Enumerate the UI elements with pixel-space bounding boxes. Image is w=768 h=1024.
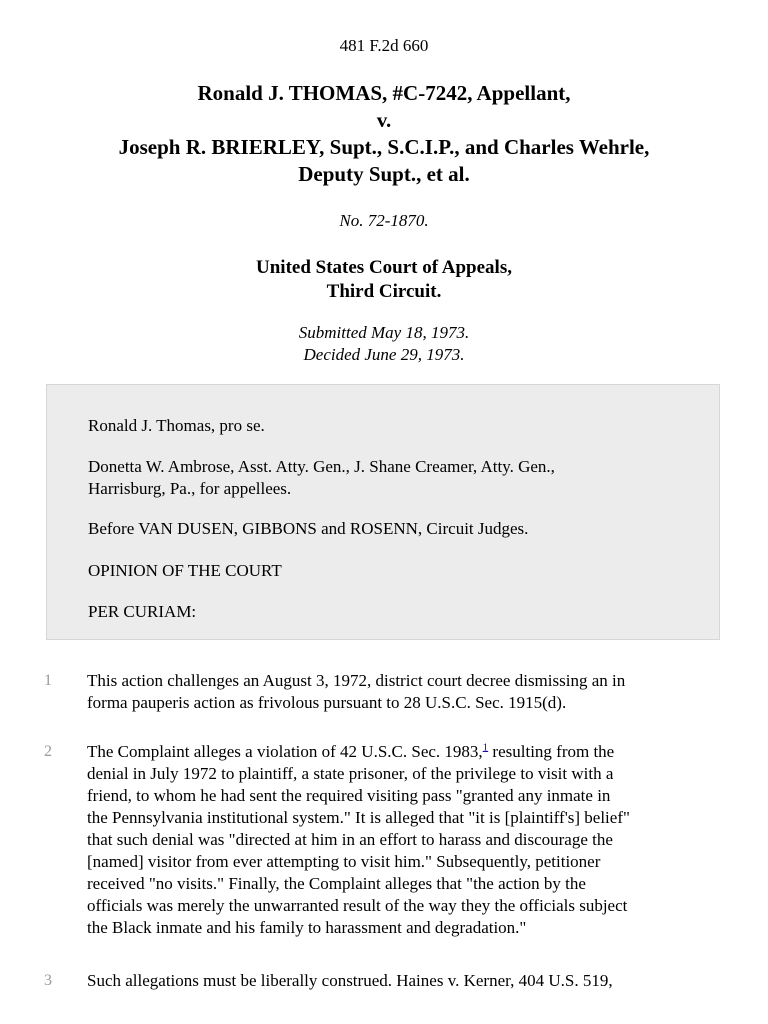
docket-number: No. 72-1870. — [339, 211, 429, 230]
case-dates — [0, 322, 768, 366]
paragraph-number: 1 — [44, 672, 52, 689]
paragraph-number: 2 — [44, 743, 52, 760]
paragraph-text — [87, 670, 727, 714]
counsel-appellees — [88, 456, 688, 500]
paragraph-line: the Black inmate and his family to harassment and degradation." — [87, 918, 527, 937]
paragraph-text — [87, 970, 727, 992]
paragraph-line: Such allegations must be liberally construed. Haines v. Kerner, 404 U.S. 519, — [87, 971, 613, 990]
paragraph-line: officials was merely the unwarranted result of the way they the officials subject — [87, 896, 628, 915]
paragraph-line: friend, to whom he had sent the required visiting pass "granted any inmate in — [87, 786, 611, 805]
paragraph-line-end: resulting from the — [488, 742, 615, 761]
counsel-appellees-line1: Donetta W. Ambrose, Asst. Atty. Gen., J. Shane Creamer, Atty. Gen., — [88, 457, 555, 476]
case-citation: 481 F.2d 660 — [339, 36, 429, 55]
court-name — [0, 256, 768, 304]
paragraph-line: the Pennsylvania institutional system." It is alleged that "it is [plaintiff's] belief" — [87, 808, 630, 827]
panel-judges: Before VAN DUSEN, GIBBONS and ROSENN, Circuit Judges. — [88, 519, 529, 538]
counsel-appellant: Ronald J. Thomas, pro se. — [88, 416, 265, 435]
submitted-date: Submitted May 18, 1973. — [298, 323, 470, 342]
paragraph-line: forma pauperis action as frivolous pursuant to 28 U.S.C. Sec. 1915(d). — [87, 693, 567, 712]
paragraph-line: [named] visitor from ever attempting to visit him." Subsequently, petitioner — [87, 852, 601, 871]
paragraph-line: that such denial was "directed at him in an effort to harass and discourage the — [87, 830, 613, 849]
paragraph-number: 3 — [44, 972, 52, 989]
paragraph-line: This action challenges an August 3, 1972, district court decree dismissing an in — [87, 671, 626, 690]
paragraph-line-start: The Complaint alleges a violation of 42 U.S.C. Sec. 1983, — [87, 742, 483, 761]
paragraph-text — [87, 741, 727, 939]
paragraph-line — [87, 741, 727, 763]
court-name-line1: United States Court of Appeals, — [256, 257, 512, 278]
counsel-box — [46, 384, 720, 640]
paragraph-line: received "no visits." Finally, the Complaint alleges that "the action by the — [87, 874, 586, 893]
paragraph-line: denial in July 1972 to plaintiff, a state prisoner, of the privilege to visit with a — [87, 764, 614, 783]
per-curiam-label: PER CURIAM: — [88, 602, 197, 621]
opinion-heading: OPINION OF THE COURT — [88, 561, 282, 580]
caption-appellant: Ronald J. THOMAS, #C-7242, Appellant, — [197, 81, 571, 105]
case-caption — [40, 80, 728, 188]
counsel-appellees-line2: Harrisburg, Pa., for appellees. — [88, 479, 292, 498]
footnote-link[interactable]: 1 — [482, 741, 489, 754]
decided-date: Decided June 29, 1973. — [303, 345, 465, 364]
caption-appellees-cont: Deputy Supt., et al. — [298, 162, 470, 186]
court-name-line2: Third Circuit. — [326, 281, 442, 302]
caption-versus: v. — [376, 108, 392, 132]
caption-appellees: Joseph R. BRIERLEY, Supt., S.C.I.P., and Charles Wehrle, — [118, 135, 650, 159]
